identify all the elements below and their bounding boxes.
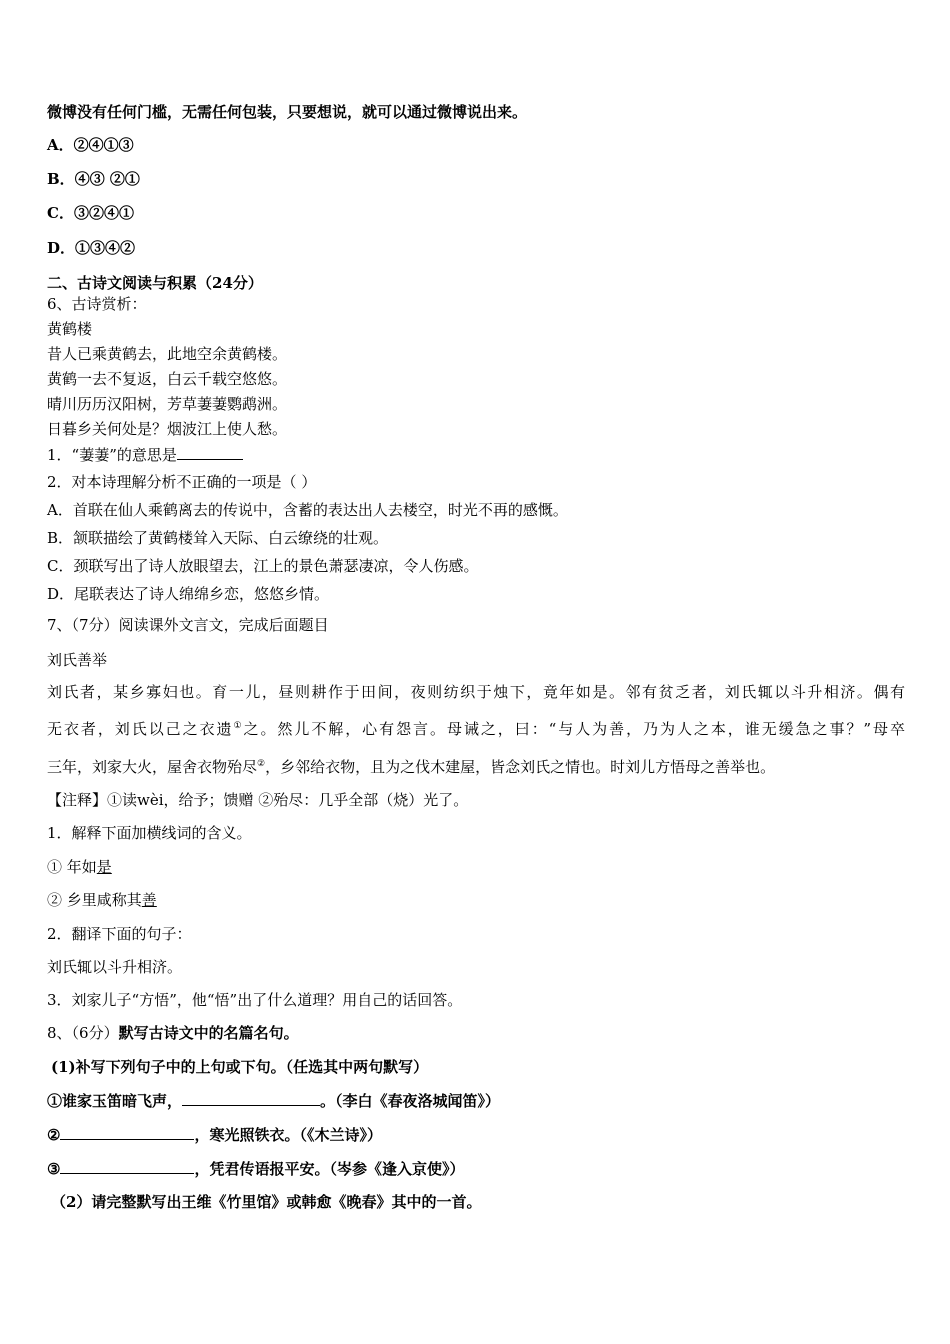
q7-sub2-sentence: 刘氏辄以斗升相济。	[47, 958, 183, 976]
option-text: ②④①③	[73, 136, 134, 154]
q8-part2: （2）请完整默写出王维《竹里馆》或韩愈《晚春》其中的一首。	[51, 1193, 482, 1211]
section2-title: 二、古诗文阅读与积累（24分）	[47, 274, 263, 292]
q6-option-a: A．首联在仙人乘鹤离去的传说中，含蓄的表达出人去楼空，时光不再的感慨。	[47, 501, 568, 519]
option-text: ③②④①	[73, 204, 134, 222]
q6-option-d: D．尾联表达了诗人绵绵乡恋，悠悠乡情。	[47, 585, 330, 603]
passage-text: 之。然儿不解，心有怨言。母诫之，曰：“与人为善，乃为人之本，谁无缓急之事？”母卒	[243, 720, 905, 738]
q8-title-text: 默写古诗文中的名篇名句。	[118, 1024, 299, 1042]
passage-line	[47, 719, 905, 739]
poem-line: 晴川历历汉阳树，芳草萋萋鹦鹉洲。	[47, 395, 288, 413]
poem-line: 昔人已乘黄鹤去，此地空余黄鹤楼。	[47, 345, 288, 363]
item-text: ③	[47, 1160, 61, 1178]
item-text: ① 年如	[47, 858, 97, 876]
q6-option-c: C．颈联写出了诗人放眼望去，江上的景色萧瑟凄凉，令人伤感。	[47, 557, 479, 575]
passage-title: 刘氏善举	[47, 651, 108, 669]
option-d	[47, 238, 135, 258]
q7-sub1: 1．解释下面加横线词的含义。	[47, 824, 252, 842]
option-key: C．	[47, 204, 74, 222]
q7-sub1-b	[47, 890, 157, 910]
q7-title: 7、（7分）阅读课外文言文，完成后面题目	[47, 616, 329, 634]
q7-note: 【注释】①读wèi，给予；馈赠 ②殆尽：几乎全部（烧）光了。	[47, 791, 469, 809]
option-text: ①③④②	[75, 239, 136, 257]
poem-title: 黄鹤楼	[47, 320, 93, 338]
q6-sub1-text: 1．“萋萋”的意思是	[47, 446, 177, 464]
q7-sub3: 3．刘家儿子“方悟”，他“悟”出了什么道理？用自己的话回答。	[47, 991, 463, 1009]
q6-sub2: 2．对本诗理解分析不正确的一项是（ ）	[47, 473, 317, 491]
item-text: ，寒光照铁衣。（《木兰诗》）	[194, 1126, 382, 1144]
note-mark: ②	[257, 759, 266, 769]
answer-blank	[177, 444, 243, 460]
q8-item2	[47, 1124, 382, 1145]
option-b	[47, 169, 140, 189]
option-text: ④③ ②①	[74, 170, 140, 188]
q6-sub1	[47, 444, 243, 465]
q6-option-b: B．颔联描绘了黄鹤楼耸入天际、白云缭绕的壮观。	[47, 529, 389, 547]
answer-blank	[182, 1090, 320, 1106]
item-text: ② 乡里咸称其	[47, 891, 142, 909]
passage-line: 刘氏者，某乡寡妇也。育一儿，昼则耕作于田间，夜则纺织于烛下，竟年如是。邻有贫乏者，刘氏辄以斗升相济。偶有	[47, 683, 905, 701]
option-key: D．	[47, 239, 76, 257]
q8-part1: (1)补写下列句子中的上句或下句。（任选其中两句默写）	[51, 1058, 429, 1076]
underlined-word: 是	[96, 858, 112, 876]
item-text: ②	[47, 1126, 61, 1144]
option-c	[47, 203, 134, 223]
passage-text: 无衣者，刘氏以己之衣遗	[47, 720, 234, 738]
item-text: ①谁家玉笛暗飞声，	[47, 1092, 183, 1110]
passage-line	[47, 757, 775, 777]
option-key: B．	[47, 170, 75, 188]
option-key: A．	[47, 136, 74, 154]
poem-line: 日暮乡关何处是？烟波江上使人愁。	[47, 420, 288, 438]
answer-blank	[60, 1124, 194, 1140]
option-a	[47, 135, 134, 155]
item-text: ，凭君传语报平安。（岑参《逢入京使》）	[194, 1160, 465, 1178]
q7-sub1-a	[47, 857, 112, 877]
item-text: 。（李白《春夜洛城闻笛》）	[320, 1092, 501, 1110]
passage-text: ，乡邻给衣物，且为之伐木建屋，皆念刘氏之情也。时刘儿方悟母之善举也。	[265, 758, 776, 776]
q8-title	[47, 1023, 299, 1043]
poem-line: 黄鹤一去不复返，白云千载空悠悠。	[47, 370, 288, 388]
q6-title: 6、古诗赏析：	[47, 295, 147, 313]
q7-sub2: 2．翻译下面的句子：	[47, 925, 192, 943]
note-mark: ①	[233, 721, 244, 731]
q8-item1	[47, 1090, 500, 1111]
q8-number: 8、（6分）	[47, 1024, 119, 1042]
answer-blank	[60, 1158, 194, 1174]
passage-text: 三年，刘家大火，屋舍衣物殆尽	[47, 758, 258, 776]
underlined-word: 善	[141, 891, 157, 909]
top-text: 微博没有任何门槛，无需任何包装，只要想说，就可以通过微博说出来。	[47, 103, 528, 121]
q8-item3	[47, 1158, 464, 1179]
